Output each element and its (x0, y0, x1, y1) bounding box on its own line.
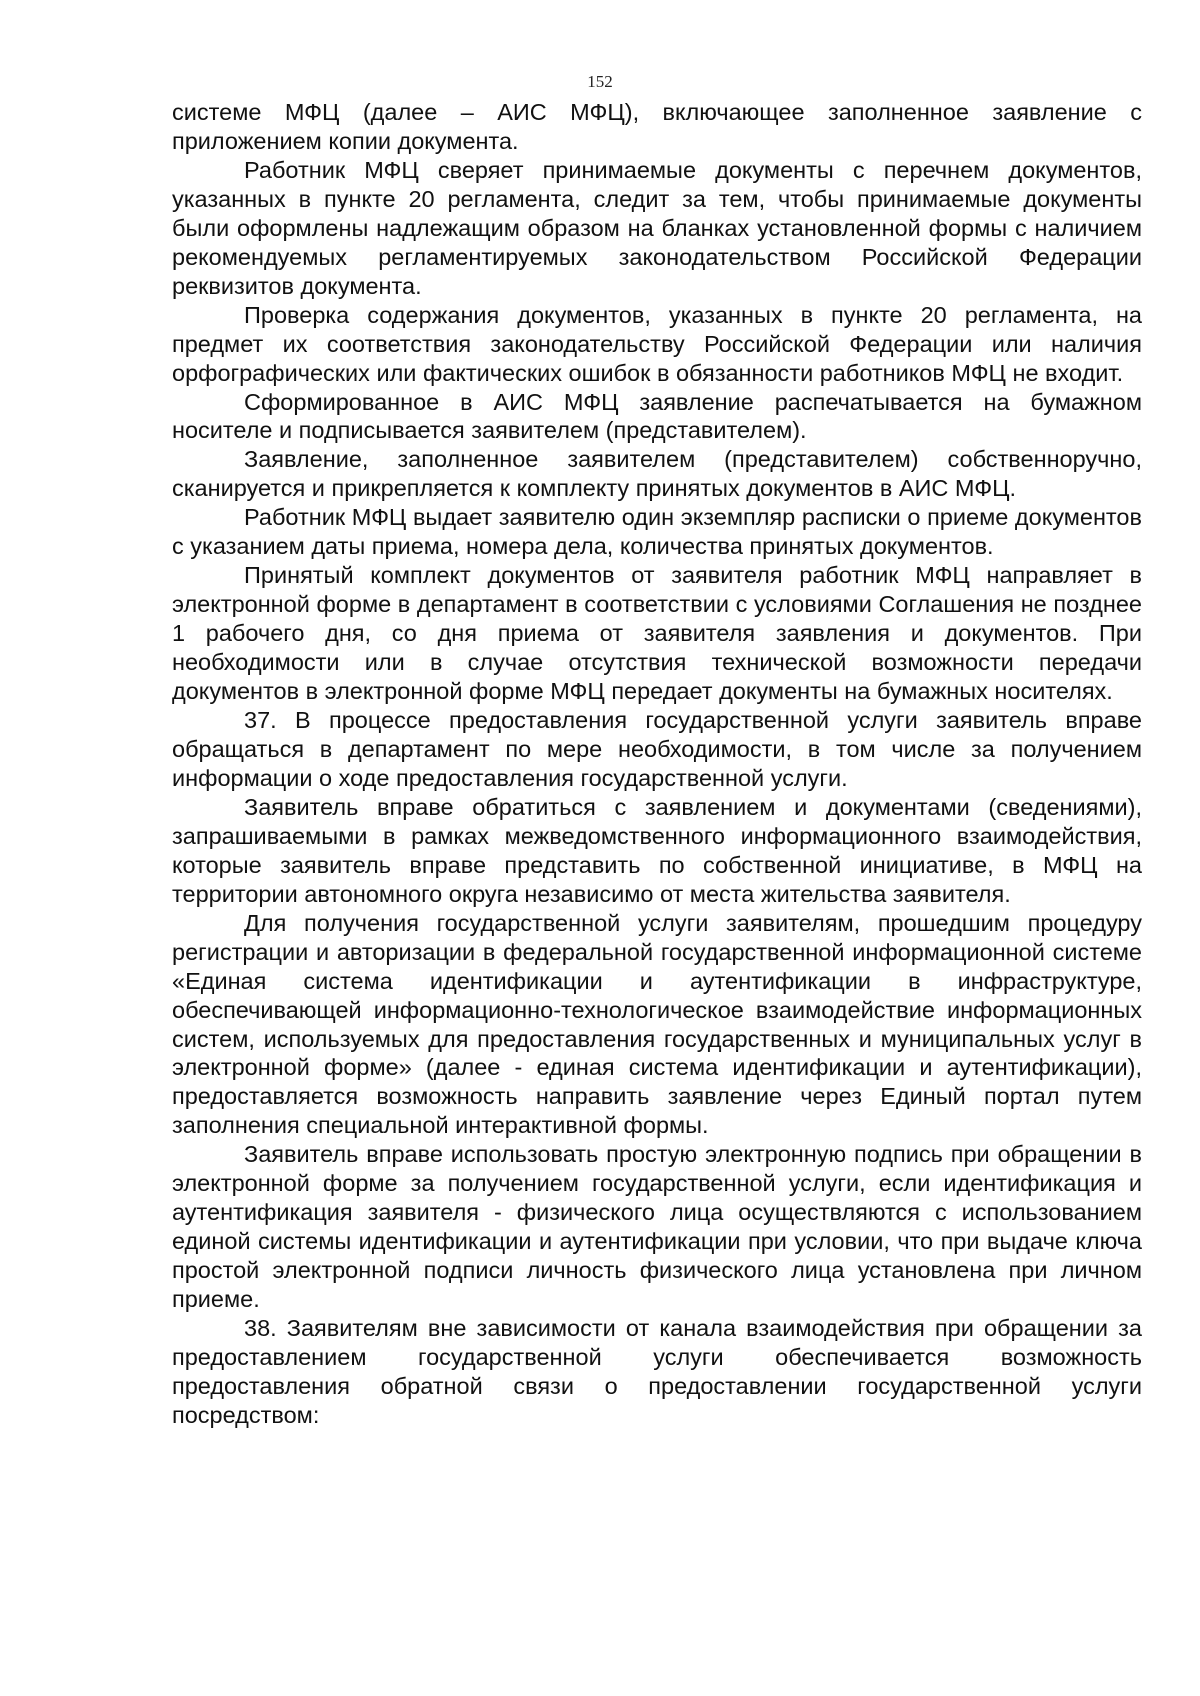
page-number: 152 (587, 72, 613, 91)
paragraph: Заявитель вправе обратиться с заявлением и документами (сведениями), запрашиваемыми в рамках межведомственного информационного взаимодействия, которые заявитель вправе представить по собственной инициативе, в МФЦ на территории автономного округа независимо от места жительства заявителя. (172, 793, 1142, 907)
paragraph: системе МФЦ (далее – АИС МФЦ), включающее заполненное заявление с приложением копии документа. (172, 99, 1142, 154)
paragraph: Принятый комплект документов от заявителя работник МФЦ направляет в электронной форме в департамент в соответствии с условиями Соглашения не позднее 1 рабочего дня, со дня приема от заявителя заявления и документов. При необходимости или в случае отсутствия технической возможности передачи документов в электронной форме МФЦ передает документы на бумажных носителях. (172, 562, 1142, 705)
paragraph: Заявитель вправе использовать простую электронную подпись при обращении в электронной форме за получением государственной услуги, если идентификация и аутентификация заявителя - физического лица осуществляются с использованием единой системы идентификации и аутентификации при условии, что при выдаче ключа простой электронной подписи личность физического лица установлена при личном приеме. (172, 1141, 1142, 1313)
paragraph: Проверка содержания документов, указанных в пункте 20 регламента, на предмет их соответствия законодательству Российской Федерации или наличия орфографических или фактических ошибок в обязанности работников МФЦ не входит. (172, 301, 1142, 386)
paragraph: Для получения государственной услуги заявителям, прошедшим процедуру регистрации и авторизации в федеральной государственной информационной системе «Единая система идентификации и аутентификации в инфраструктуре, обеспечивающей информационно-технологическое взаимодействие информационных систем, используемых для предоставления государственных и муниципальных услуг в электронной форме» (далее - единая система идентификации и аутентификации), предоставляется возможность направить заявление через Единый портал путем заполнения специальной интерактивной формы. (172, 909, 1142, 1139)
paragraph: Заявление, заполненное заявителем (представителем) собственноручно, сканируется и прикрепляется к комплекту принятых документов в АИС МФЦ. (172, 446, 1142, 502)
paragraph: Работник МФЦ сверяет принимаемые документы с перечнем документов, указанных в пункте 20 регламента, следит за тем, чтобы принимаемые документы были оформлены надлежащим образом на бланках установленной формы с наличием рекомендуемых регламентируемых законодательством Российской Федерации реквизитов документа. (172, 156, 1142, 299)
paragraph-item-37: 37. В процессе предоставления государственной услуги заявитель вправе обращаться в департамент по мере необходимости, в том числе за получением информации о ходе предоставления государственной услуги. (172, 707, 1142, 791)
paragraph: Сформированное в АИС МФЦ заявление распечатывается на бумажном носителе и подписывается заявителем (представителем). (172, 388, 1142, 444)
paragraph-item-38: 38. Заявителям вне зависимости от канала взаимодействия при обращении за предоставлением государственной услуги обеспечивается возможность предоставления обратной связи о предоставлении государственной услуги посредством: (172, 1315, 1142, 1428)
document-body (172, 98, 1142, 1430)
paragraph: Работник МФЦ выдает заявителю один экземпляр расписки о приеме документов с указанием даты приема, номера дела, количества принятых документов. (172, 504, 1142, 560)
